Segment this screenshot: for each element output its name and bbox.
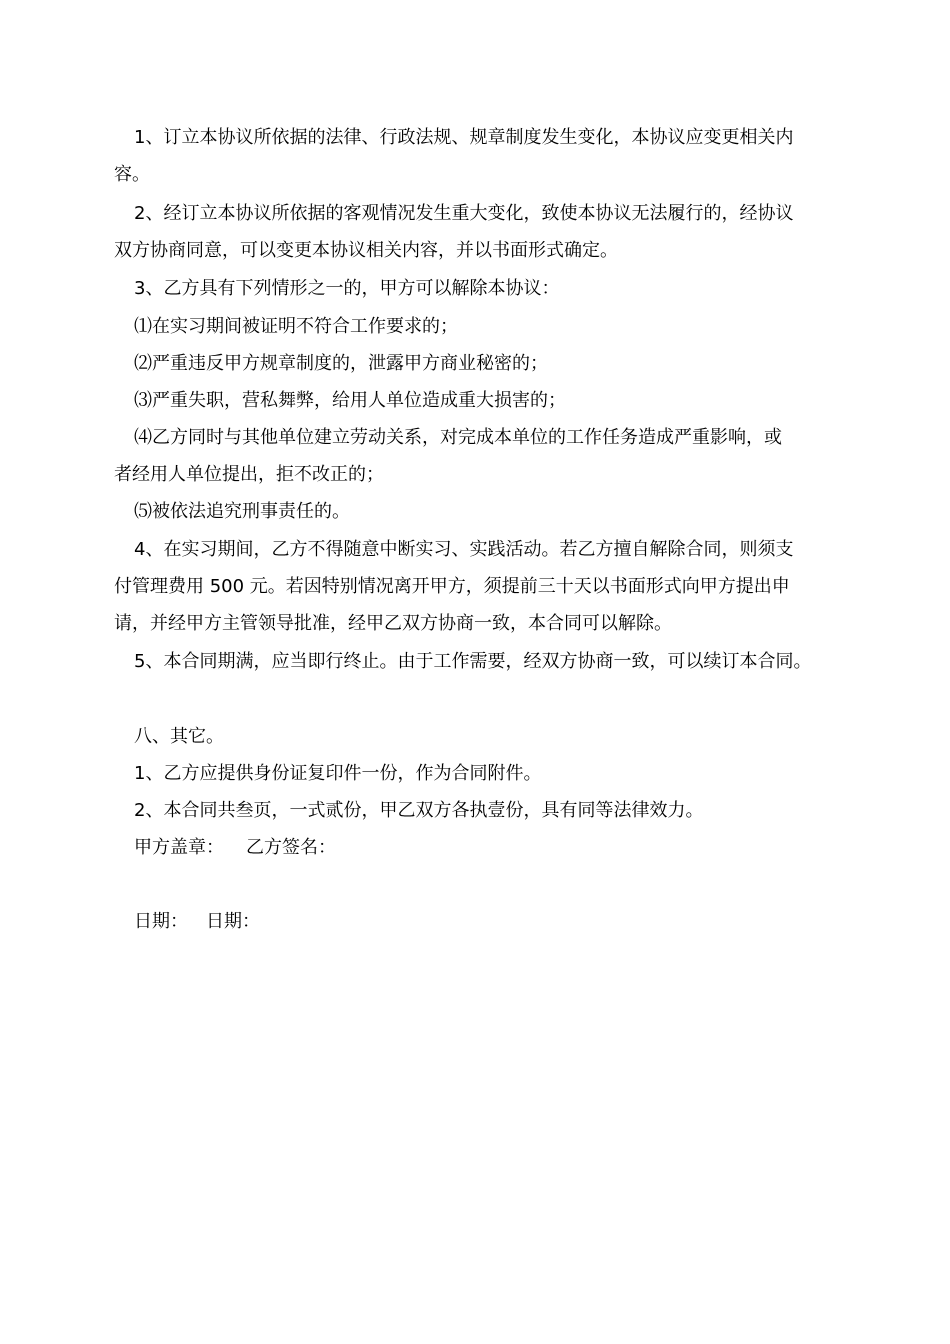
clause-2-line-1: 2、经订立本协议所依据的客观情况发生重大变化，致使本协议无法履行的，经协议 [134, 203, 794, 224]
sub-item-5-line-1: ⑸被依法追究刑事责任的。 [134, 501, 350, 522]
sub-item-1 [114, 308, 850, 345]
clause-3 [114, 270, 850, 307]
clause-4-line-3: 请，并经甲方主管领导批准，经甲乙双方协商一致，本合同可以解除。 [114, 613, 672, 634]
section-eight-item-1-text: 1、乙方应提供身份证复印件一份，作为合同附件。 [134, 763, 542, 784]
date-row [114, 903, 850, 940]
clause-2 [114, 195, 850, 269]
party-a-seal-label: 甲方盖章： [134, 837, 224, 858]
sub-item-2 [114, 345, 850, 382]
clause-2-line-2: 双方协商同意，可以变更本协议相关内容，并以书面形式确定。 [114, 240, 618, 261]
section-eight-title: 八、其它。 [134, 726, 224, 747]
sub-item-2-line-1: ⑵严重违反甲方规章制度的，泄露甲方商业秘密的； [134, 353, 548, 374]
sub-item-1-line-1: ⑴在实习期间被证明不符合工作要求的； [134, 316, 458, 337]
clause-4-line-2: 付管理费用 500 元。若因特别情况离开甲方，须提前三十天以书面形式向甲方提出申 [114, 576, 790, 597]
party-b-signature-label: 乙方签名： [246, 837, 336, 858]
signature-row [114, 829, 850, 866]
sub-item-5 [114, 493, 850, 530]
clause-4 [114, 531, 850, 642]
section-eight-item-1 [114, 755, 850, 792]
sub-item-4-line-2: 者经用人单位提出，拒不改正的； [114, 464, 384, 485]
sub-item-3-line-1: ⑶严重失职，营私舞弊，给用人单位造成重大损害的； [134, 390, 566, 411]
clause-3-line-1: 3、乙方具有下列情形之一的，甲方可以解除本协议： [134, 278, 560, 299]
clause-1-line-1: 1、订立本协议所依据的法律、行政法规、规章制度发生变化，本协议应变更相关内 [134, 127, 794, 148]
clause-5 [114, 643, 850, 680]
section-eight-item-2-text: 2、本合同共叁页，一式贰份，甲乙双方各执壹份，具有同等法律效力。 [134, 800, 704, 821]
section-eight-heading [114, 718, 850, 755]
signature-line [114, 829, 850, 866]
clause-1 [114, 119, 850, 193]
clause-4-line-1: 4、在实习期间，乙方不得随意中断实习、实践活动。若乙方擅自解除合同，则须支 [134, 539, 794, 560]
sub-item-4-line-1: ⑷乙方同时与其他单位建立劳动关系，对完成本单位的工作任务造成严重影响，或 [134, 427, 782, 448]
party-b-date-label: 日期： [206, 911, 260, 932]
party-a-date-label: 日期： [134, 911, 188, 932]
sub-item-3 [114, 382, 850, 419]
date-line [114, 903, 850, 940]
sub-item-4 [114, 419, 850, 493]
clause-1-line-2: 容。 [114, 164, 150, 185]
section-eight-item-2 [114, 792, 850, 829]
clause-5-line-1: 5、本合同期满，应当即行终止。由于工作需要，经双方协商一致，可以续订本合同。 [134, 651, 812, 672]
